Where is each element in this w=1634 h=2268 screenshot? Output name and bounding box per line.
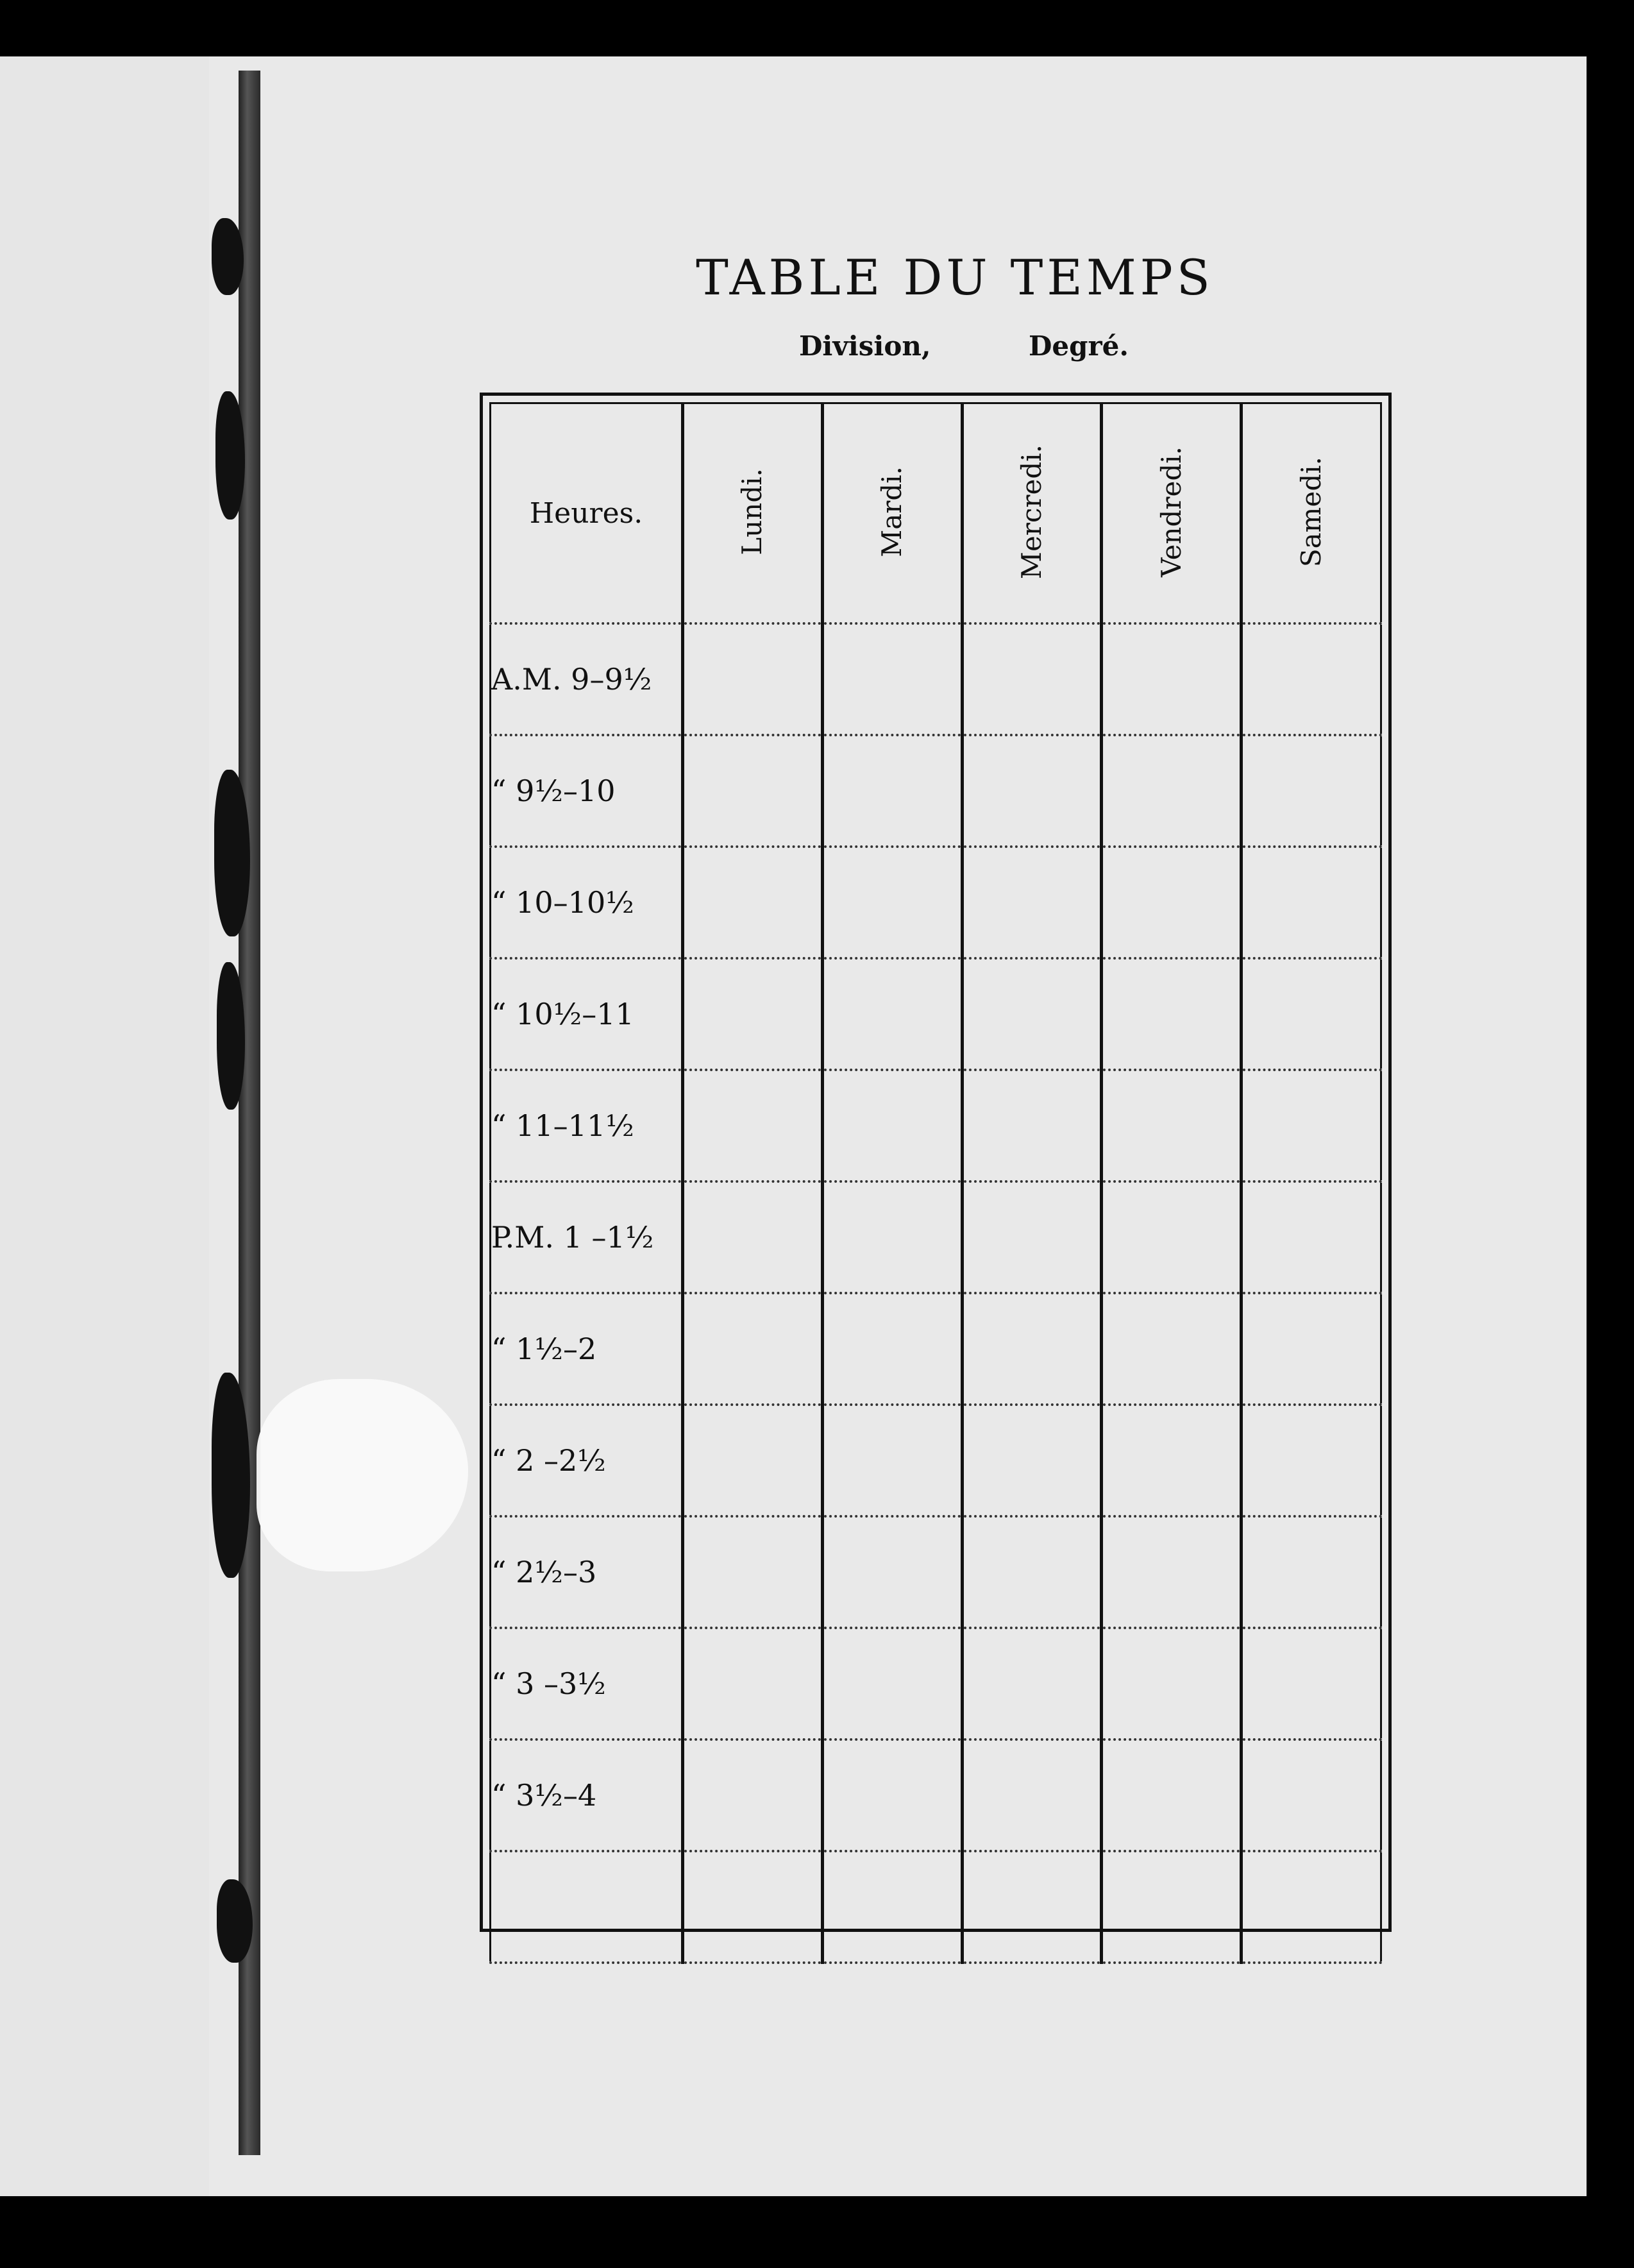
schedule-cell: [683, 1405, 823, 1516]
timetable: [489, 402, 1382, 1964]
hour-cell: “ 3½–4: [491, 1739, 683, 1851]
hour-cell: “ 9½–10: [491, 735, 683, 847]
table-row: [491, 623, 1381, 735]
degre-label: Degré.: [1029, 330, 1129, 362]
schedule-cell: [683, 735, 823, 847]
schedule-cell: [1102, 1405, 1242, 1516]
schedule-cell: [1242, 1181, 1381, 1293]
schedule-cell: [822, 1405, 962, 1516]
schedule-cell: [683, 958, 823, 1070]
schedule-cell: [822, 1739, 962, 1851]
schedule-cell: [683, 847, 823, 958]
schedule-cell: [822, 623, 962, 735]
schedule-cell: [683, 1739, 823, 1851]
schedule-cell: [683, 1070, 823, 1181]
page-title: TABLE DU TEMPS: [696, 249, 1214, 306]
schedule-cell: [683, 1293, 823, 1405]
division-label: Division,: [799, 330, 931, 362]
book-spine: [239, 71, 260, 2155]
schedule-cell: [1242, 847, 1381, 958]
schedule-cell: [962, 735, 1102, 847]
schedule-cell: [1102, 623, 1242, 735]
day-label: Lundi.: [736, 468, 768, 555]
header-row: [491, 403, 1381, 624]
table-footer-row: [491, 1851, 1381, 1963]
schedule-cell: [683, 1516, 823, 1628]
schedule-cell: [1242, 735, 1381, 847]
hour-cell: “ 2½–3: [491, 1516, 683, 1628]
day-header-lundi: [683, 403, 823, 624]
schedule-cell: [1242, 1070, 1381, 1181]
schedule-cell: [1242, 1405, 1381, 1516]
schedule-cell: [822, 958, 962, 1070]
schedule-cell: [1242, 1628, 1381, 1739]
schedule-cell: [962, 1516, 1102, 1628]
schedule-cell: [962, 1739, 1102, 1851]
schedule-cell: [683, 1181, 823, 1293]
schedule-cell: [822, 1516, 962, 1628]
schedule-cell: [962, 1405, 1102, 1516]
table-row: [491, 1628, 1381, 1739]
schedule-cell: [1102, 847, 1242, 958]
hour-cell: “ 10½–11: [491, 958, 683, 1070]
schedule-cell: [1242, 958, 1381, 1070]
hour-cell: “ 11–11½: [491, 1070, 683, 1181]
hour-cell: “ 2 –2½: [491, 1405, 683, 1516]
hour-cell: “ 10–10½: [491, 847, 683, 958]
schedule-cell: [1102, 1739, 1242, 1851]
schedule-cell: [1242, 1516, 1381, 1628]
table-row: [491, 847, 1381, 958]
schedule-cell: [822, 1070, 962, 1181]
day-label: Mardi.: [876, 466, 908, 557]
table-row: [491, 1516, 1381, 1628]
day-header-samedi: [1242, 403, 1381, 624]
schedule-cell: [683, 623, 823, 735]
schedule-cell: [1102, 1181, 1242, 1293]
footer-cell: [962, 1851, 1102, 1963]
table-row: [491, 735, 1381, 847]
schedule-cell: [1242, 1293, 1381, 1405]
schedule-cell: [1102, 1070, 1242, 1181]
hour-cell: A.M. 9–9½: [491, 623, 683, 735]
table-row: [491, 1070, 1381, 1181]
footer-cell: [822, 1851, 962, 1963]
schedule-cell: [683, 1628, 823, 1739]
day-header-mardi: [822, 403, 962, 624]
day-label: Vendredi.: [1155, 446, 1187, 577]
day-header-mercredi: [962, 403, 1102, 624]
hour-cell: “ 1½–2: [491, 1293, 683, 1405]
schedule-cell: [1102, 1516, 1242, 1628]
day-header-vendredi: [1102, 403, 1242, 624]
schedule-cell: [1102, 735, 1242, 847]
schedule-cell: [822, 1293, 962, 1405]
schedule-cell: [962, 958, 1102, 1070]
schedule-cell: [962, 623, 1102, 735]
schedule-cell: [962, 1070, 1102, 1181]
footer-cell: [1242, 1851, 1381, 1963]
table-row: [491, 958, 1381, 1070]
schedule-cell: [822, 735, 962, 847]
schedule-cell: [1102, 1628, 1242, 1739]
schedule-cell: [1102, 1293, 1242, 1405]
timetable-frame: [480, 393, 1392, 1932]
schedule-cell: [962, 847, 1102, 958]
table-row: [491, 1293, 1381, 1405]
day-label: Mercredi.: [1015, 444, 1047, 580]
schedule-cell: [962, 1293, 1102, 1405]
schedule-cell: [1242, 1739, 1381, 1851]
table-row: [491, 1405, 1381, 1516]
footer-cell: [491, 1851, 683, 1963]
hour-cell: P.M. 1 –1½: [491, 1181, 683, 1293]
schedule-cell: [1242, 623, 1381, 735]
schedule-cell: [822, 1181, 962, 1293]
day-label: Samedi.: [1295, 456, 1327, 568]
footer-cell: [1102, 1851, 1242, 1963]
schedule-cell: [1102, 958, 1242, 1070]
schedule-cell: [962, 1628, 1102, 1739]
schedule-cell: [962, 1181, 1102, 1293]
schedule-cell: [822, 1628, 962, 1739]
table-row: [491, 1739, 1381, 1851]
hour-cell: “ 3 –3½: [491, 1628, 683, 1739]
footer-cell: [683, 1851, 823, 1963]
schedule-cell: [822, 847, 962, 958]
hours-header: Heures.: [491, 403, 683, 624]
table-row: [491, 1181, 1381, 1293]
